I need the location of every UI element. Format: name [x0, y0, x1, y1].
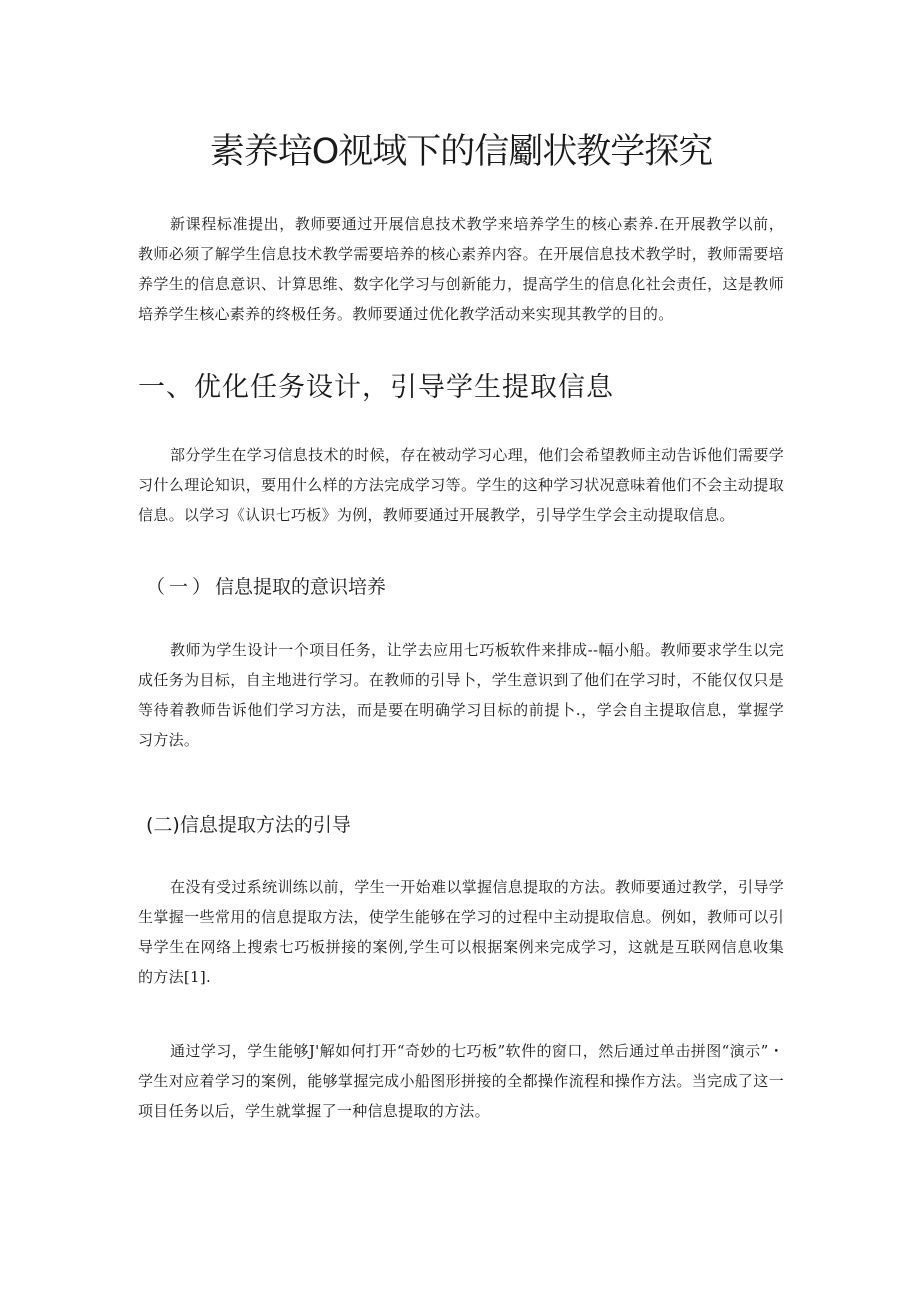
subsection-heading-1: [146, 572, 386, 602]
subsection-heading-2: (二)信息提取方法的引导: [146, 814, 351, 836]
subsection1-paragraph: 教师为学生设计一个项目任务，让学去应用七巧板软件来排成--幅小船。教师要求学生以完成任务为目标，自主地进行学习。在教师的引导卜，学生意识到了他们在学习时，不能仅仅只是等待着教师告诉他们学习方法，而是要在明确学习目标的前提卜.，学会自主提取信息，掌握学习方法。: [138, 641, 784, 749]
document-title: 素养培O视域下的信劚状教学探究: [209, 132, 713, 172]
intro-paragraph: 新课程标准提出，教师要通过开展信息技术教学来培养学生的核心素养.在开展教学以前，教师必须了解学生信息技术教学需要培养的核心素养内容。在开展信息技术教学时，教师需要培养学生的信息意识、计算思维、数字化学习与创新能力，提高学生的信息化社会责任，这是教师培养学生核心素养的终极任务。教师要通过优化教学活动来实现其教学的目的。: [138, 215, 784, 323]
subsection2-paragraph-1: 在没有受过系统训练以前，学生一开始难以掌握信息提取的方法。教师要通过教学，引导学生掌握一些常用的信息提取方法，使学生能够在学习的过程中主动提取信息。例如，教师可以引导学生在网络上搜索七巧板拼接的案例,学生可以根据案例来完成学习，这就是互联网信息收集的方法[1].: [138, 878, 784, 986]
subsection2-paragraph-2: 通过学习，学生能够J'解如何打开“奇妙的七巧板”软件的窗口，然后通过单击拼图“演示”・学生对应着学习的案例，能够掌握完成小船图形拼接的全都操作流程和操作方法。当完成了这一项目任务以后，学生就掌握了一种信息提取的方法。: [138, 1042, 784, 1120]
section-heading-1: 一、优化任务设计，引导学生提取信息: [138, 372, 614, 403]
subsection-heading-1-mark: （一）: [146, 576, 216, 598]
section1-paragraph: 部分学生在学习信息技术的时候，存在被动学习心理，他们会希望教师主动告诉他们需要学习什么理论知识，要用什么样的方法完成学习等。学生的这种学习状况意味着他们不会主动提取信息。以学习《认识七巧板》为例，教师要通过开展教学，引导学生学会主动提取信息。: [138, 446, 784, 524]
subsection-heading-1-text: 信息提取的意识培养: [215, 576, 387, 598]
